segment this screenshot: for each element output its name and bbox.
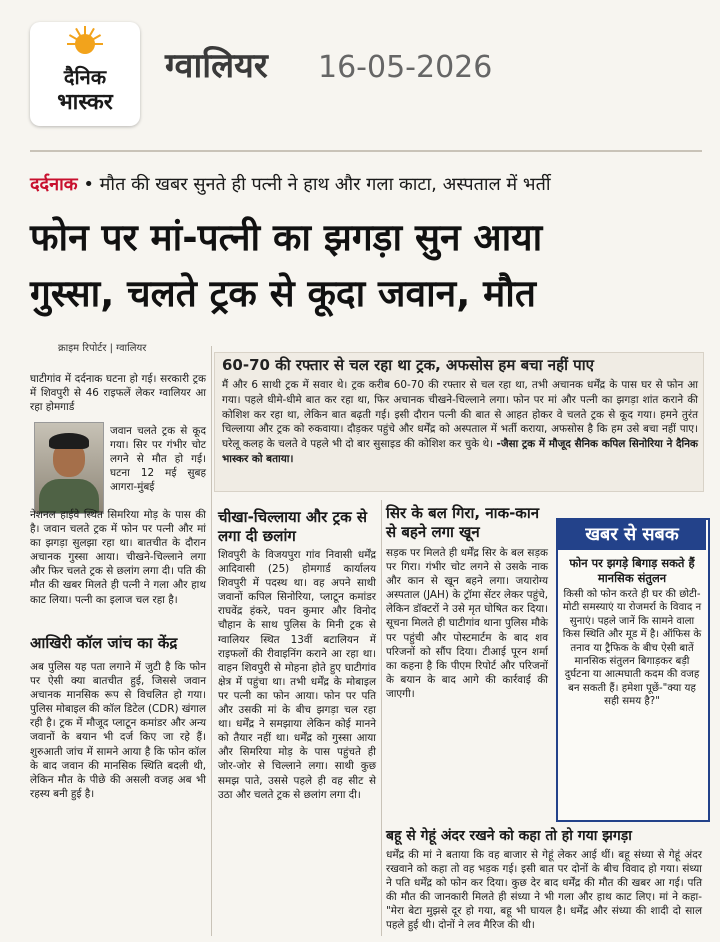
headline-line2: गुस्सा, चलते ट्रक से कूदा जवान, मौत (30, 272, 536, 315)
quote-heading: 60-70 की रफ्तार से चल रहा था ट्रक, अफसोस हम बचा नहीं पाए (222, 356, 594, 374)
divider (30, 150, 702, 152)
soldier-photo (34, 422, 104, 514)
col1-beside-photo: जवान चलते ट्रक से कूद गया। सिर पर गंभीर चोट लगने से मौत हो गई। घटना 12 मई सुबह आगरा-मुंबई (110, 425, 206, 494)
bottom-body: धर्मेंद्र की मां ने बताया कि वह बाजार से गेहूं लेकर आई थीं। बहू संध्या से गेहूं अंदर रखवाने को कहा तो वह भड़क गई। इसी बात पर दोनों के बीच विवाद हो गया। संध्या ने पति धर्मेंद्र को फोन कर दिया। कुछ देर बाद धर्मेंद्र की मौत की खबर आ गई। पति की मौत की जानकारी मिलते ही संध्या ने भी गला और हाथ काट लिए। मां ने कहा- "मेरा बेटा मुझसे दूर हो गया, बहू भी घायल है। धर्मेंद्र और संध्या की शादी दो साल पहले हुई थी। दोनों ने लव मैरिज की थी। (386, 849, 702, 932)
logo-text-line2: भास्कर (57, 90, 113, 115)
column-divider (381, 500, 382, 936)
column-divider (211, 346, 212, 936)
col3-subhead: सिर के बल गिरा, नाक-कान से बहने लगा खून (386, 504, 540, 541)
col1-subhead: आखिरी कॉल जांच का केंद्र (30, 634, 178, 652)
kicker-text: • मौत की खबर सुनते ही पत्नी ने हाथ और गला काटा, अस्पताल में भर्ती (83, 174, 551, 195)
col1-continued: नेशनल हाईवे स्थित सिमरिया मोड़ के पास की है। जवान चलते ट्रक में फोन पर पत्नी और मां का झगड़ा सुलझा रहा था। बातचीत के दौरान अचानक गुस्सा आया। चीखने-चिल्लाने लगा और फिर चलते ट्रक से छलांग लगा दी। पति की मौत की खबर मिलते ही पत्नी ने गला और हाथ काट लिया। पत्नी का इलाज चल रहा है। (30, 509, 206, 606)
col1-intro: घाटीगांव में दर्दनाक घटना हो गई। सरकारी ट्रक में शिवपुरी से 46 राइफलें लेकर ग्वालियर आ रहा होमगार्ड (30, 373, 206, 414)
col2-subhead: चीखा-चिल्लाया और ट्रक से लगा दी छलांग (218, 508, 367, 545)
lesson-box-heading: फोन पर झगड़े बिगाड़ सकते हैं मानसिक संतुलन (569, 556, 695, 585)
edition-city: ग्वालियर (165, 46, 268, 86)
headline-line1: फोन पर मां-पत्नी का झगड़ा सुन आया (30, 216, 543, 259)
quote-attribution: -जैसा ट्रक में मौजूद सैनिक कपिल सिनोरिया ने दैनिक भास्कर को बताया। (222, 438, 698, 465)
lesson-box-body: किसी को फोन करते ही घर की छोटी-मोटी समस्याएं या रोजमर्रा के विवाद न सुनाएं। पहले जानें कि सामने वाला किस स्थिति और मूड में है। ऑफिस के तनाव या ट्रैफिक के बीच ऐसी बातें मानसिक संतुलन बिगाड़कर बड़ी दुर्घटना या आत्मघाती कदम की वजह बन सकती हैं। हमेशा पूछें-"क्या यह सही समय है?" (562, 589, 702, 708)
logo-text-line1: दैनिक (63, 65, 107, 89)
edition-date: 16-05-2026 (318, 50, 493, 85)
masthead (0, 0, 720, 140)
headline (30, 210, 702, 322)
col1-para2: अब पुलिस यह पता लगाने में जुटी है कि फोन पर ऐसी क्या बातचीत हुई, जिससे जवान अचानक मानसिक रूप से विचलित हो गया। पुलिस मोबाइल की कॉल डिटेल (CDR) खंगाल रही है। ट्रक में मौजूद प्लाटून कमांडर और अन्य जवानों के बयान भी दर्ज किए जा रहे हैं। शुरुआती जांच में सामने आया है कि फोन कॉल के बाद जवान की मानसिक स्थिति बदली थी, लेकिन मौत के पीछे की असली वजह अब भी रहस्य बनी हुई है। (30, 661, 206, 800)
lesson-box-title: खबर से सबक (558, 520, 706, 550)
quote-body (222, 378, 698, 467)
kicker (30, 172, 551, 198)
quote-text: मैं और 6 साथी ट्रक में सवार थे। ट्रक करीब 60-70 की रफ्तार से चल रहा था, तभी अचानक धर्मेंद्र के पास घर से फोन आ गया। पहले धीमे-धीमे बात कर रहा था, फिर अचानक चीखने-चिल्लाने लगा। फोन पर मां और पत्नी का झगड़ा शांत कराने की कोशिश कर रहा था, लेकिन बात बढ़ती गई। इसी दौरान पत्नी की बात से आहत होकर वे चलते ट्रक से कूद गया। हमने तुरंत चिल्लाया और ट्रक को रुकवाया। दौड़कर पहुंचे और धर्मेंद्र को अस्पताल में भर्ती कराया, अफसोस है कि हम उसे बचा नहीं पाए। घरेलू कलह के चलते वे पहले भी दो बार सुसाइड की कोशिश कर चुके थे। (222, 379, 698, 451)
kicker-tag: दर्दनाक (30, 174, 78, 195)
col2-body: शिवपुरी के विजयपुरा गांव निवासी धर्मेंद्र आदिवासी (25) होमगार्ड कार्यालय शिवपुरी में पदस्थ था। वह अपने साथी जवानों कपिल सिनोरिया, प्लाटून कमांडर राघवेंद्र हंकरे, पवन कुमार और विनोद चौहान के साथ पुलिस के मिनी ट्रक से ग्वालियर स्थित 13वीं बटालियन में राइफलों की रीवाइनिंग कराने आ रहा था। वाहन शिवपुरी से मोहना होते हुए घाटीगांव क्षेत्र में पहुंचा था। तभी धर्मेंद्र के मोबाइल पर पत्नी का फोन आया। फोन पर पति और उसकी मां के बीच झगड़ा चल रहा था। धर्मेंद्र ने समझाया लेकिन कोई मानने को तैयार नहीं था। धर्मेंद्र को गुस्सा आया और सिमरिया मोड़ के पास पहुंचते ही जोर-जोर से चिल्लाने लगा। साथी कुछ समझ पाते, उससे पहले ही वह सीट से उठा और चलते ट्रक से छलांग लगा दी। (218, 549, 376, 801)
newspaper-logo (30, 22, 140, 126)
bottom-subhead: बहू से गेहूं अंदर रखने को कहा तो हो गया झगड़ा (386, 828, 632, 844)
byline: क्राइम रिपोर्टर | ग्वालियर (58, 343, 147, 354)
col3-body: सड़क पर मिलते ही धर्मेंद्र सिर के बल सड़क पर गिरा। गंभीर चोट लगने से उसके नाक और कान से खून बहने लगा। जयारोग्य अस्पताल (JAH) के ट्रॉमा सेंटर लेकर पहुंचे, लेकिन डॉक्टरों ने उसे मृत घोषित कर दिया। सूचना मिलते ही घाटीगांव थाना पुलिस मौके पर पहुंची और पोस्टमार्टम के बाद शव परिजनों को सौंप दिया। टीआई पूरन शर्मा का कहना है कि पीएम रिपोर्ट और परिजनों के बयान के बाद आगे की कार्रवाई की जाएगी। (386, 547, 548, 700)
